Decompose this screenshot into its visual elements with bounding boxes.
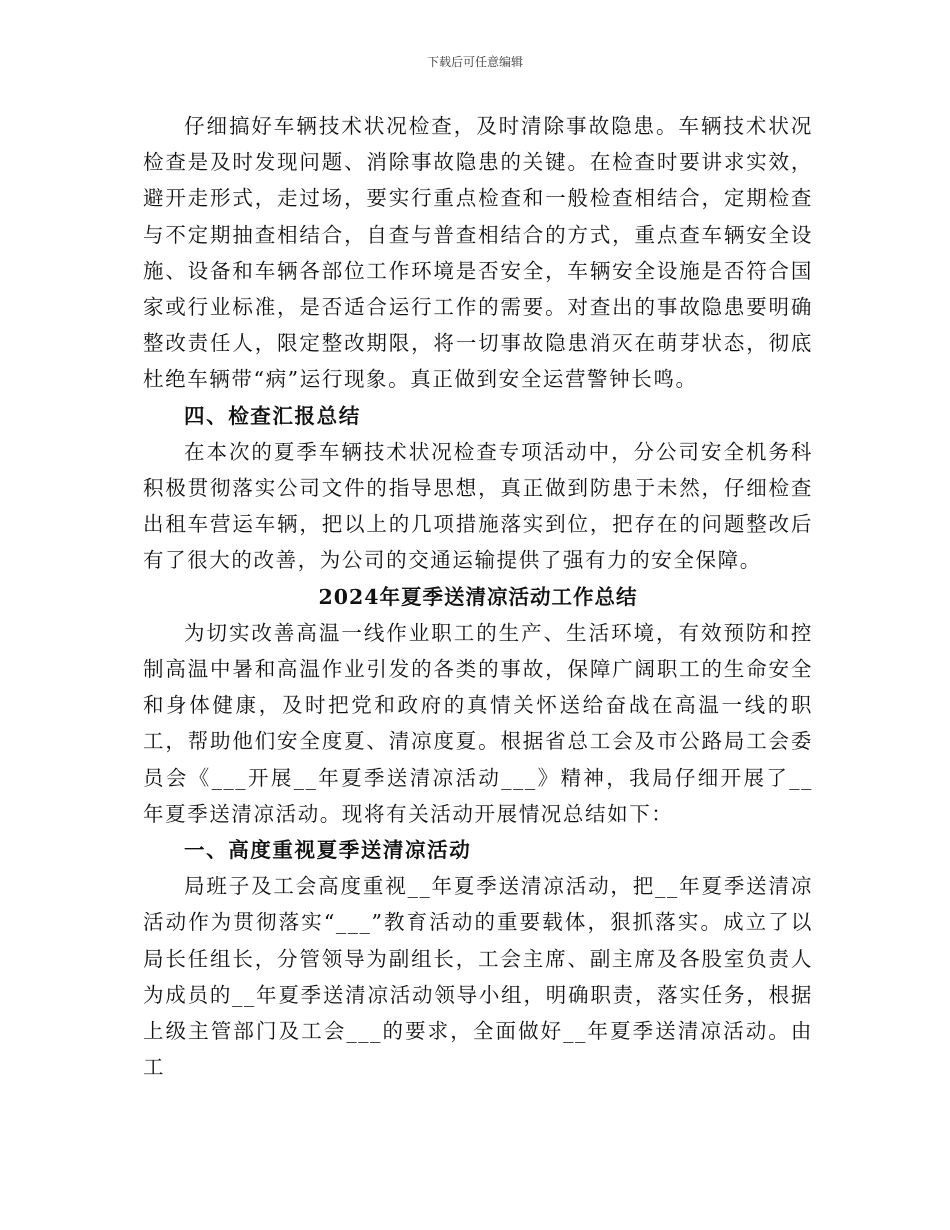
paragraph-leadership: 局班子及工会高度重视__年夏季送清凉活动，把__年夏季送清凉活动作为贯彻落实“___”教育活动的重要载体，狠抓落实。成立了以局长任组长，分管领导为副组长，工会主席、副主席及各股室负责人为成员的__年夏季送清凉活动领导小组，明确职责，落实任务，根据上级主管部门及工会___的要求，全面做好__年夏季送清凉活动。由工 — [143, 874, 813, 1080]
page-header-note: 下载后可任意编辑 — [426, 55, 523, 69]
paragraph-introduction: 为切实改善高温一线作业职工的生产、生活环境，有效预防和控制高温中暑和高温作业引发的各类的事故，保障广阔职工的生命安全和身体健康，及时把党和政府的真情关怀送给奋战在高温一线的职工，帮助他们安全度夏、清凉度夏。根据省总工会及市公路局工会委员会《___开展__年夏季送清凉活动___》精神，我局仔细开展了__年夏季送清凉活动。现将有关活动开展情况总结如下： — [143, 620, 813, 826]
paragraph-vehicle-inspection: 仔细搞好车辆技术状况检查，及时清除事故隐患。车辆技术状况检查是及时发现问题、消除事故隐患的关键。在检查时要讲求实效，避开走形式，走过场，要实行重点检查和一般检查相结合，定期检查与不定期抽查相结合，自查与普查相结合的方式，重点查车辆安全设施、设备和车辆各部位工作环境是否安全，车辆安全设施是否符合国家或行业标准，是否适合运行工作的需要。对查出的事故隐患要明确整改责任人，限定整改期限，将一切事故隐患消灭在萌芽状态，彻底杜绝车辆带“病”运行现象。真正做到安全运营警钟长鸣。 — [143, 114, 813, 392]
section-heading-importance: 一、高度重视夏季送清凉活动 — [184, 838, 472, 863]
document-title: 2024年夏季送清凉活动工作总结 — [318, 584, 638, 609]
section-heading-summary: 四、检查汇报总结 — [184, 403, 361, 428]
document-body — [143, 108, 813, 1085]
paragraph-inspection-summary: 在本次的夏季车辆技术状况检查专项活动中，分公司安全机务科积极贯彻落实公司文件的指导思想，真正做到防患于未然，仔细检查出租车营运车辆，把以上的几项措施落实到位，把存在的问题整改后有了很大的改善，为公司的交通运输提供了强有力的安全保障。 — [143, 439, 813, 573]
